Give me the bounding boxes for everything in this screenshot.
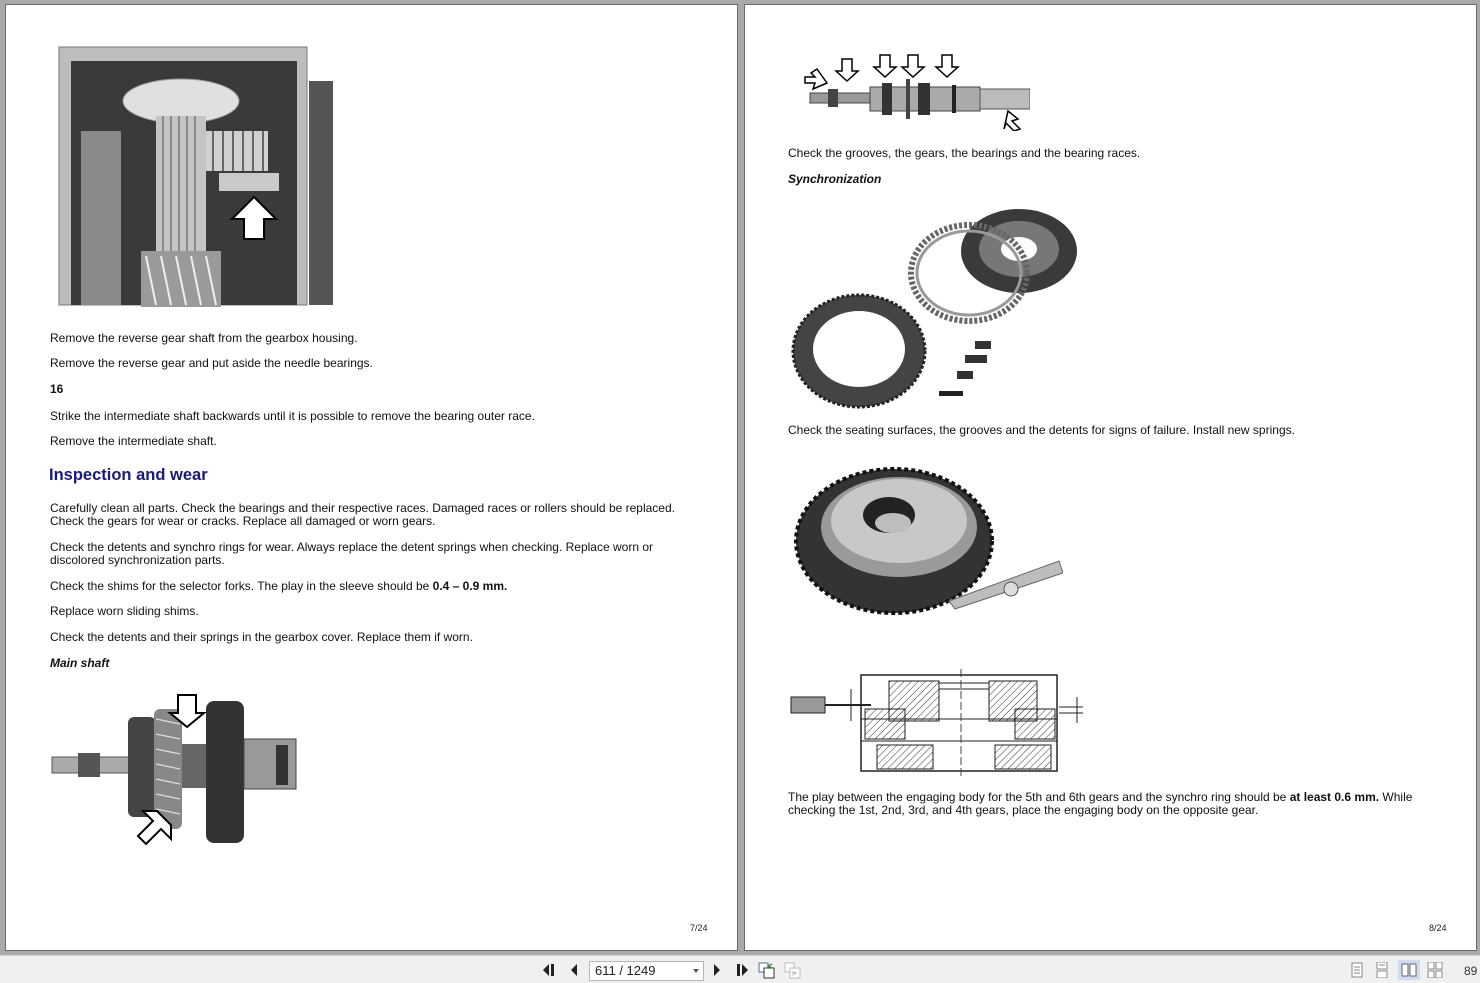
- instruction-text: Strike the intermediate shaft backwards until it is possible to remove the bearing outer race.: [50, 409, 535, 423]
- tolerance-value: 0.4 – 0.9 mm.: [432, 579, 508, 593]
- previous-page-button[interactable]: [565, 961, 583, 979]
- instruction-text: Check the detents and their springs in the gearbox cover. Replace them if worn.: [50, 630, 473, 644]
- page-8: [744, 4, 1477, 951]
- engaging-body-cross-section-diagram: [789, 669, 1085, 777]
- continuous-page-icon: [1376, 962, 1388, 978]
- section-heading: Inspection and wear: [49, 466, 208, 484]
- zoom-level[interactable]: 89: [1464, 964, 1478, 978]
- single-page-view-button[interactable]: [1346, 960, 1368, 980]
- shaft-inspection-photo: [800, 49, 1030, 131]
- previous-view-button[interactable]: [758, 961, 776, 979]
- instruction-text: Remove the reverse gear and put aside the needle bearings.: [50, 356, 373, 370]
- next-page-icon: [712, 963, 722, 977]
- main-shaft-photo: [50, 689, 298, 859]
- single-page-icon: [1351, 962, 1363, 978]
- dropdown-caret-icon: [693, 969, 699, 973]
- engaging-body-feeler-gauge-photo: [789, 451, 1063, 621]
- tolerance-value: at least 0.6 mm.: [1289, 790, 1380, 804]
- previous-view-icon: [758, 961, 776, 979]
- instruction-text: Remove the reverse gear shaft from the gearbox housing.: [50, 331, 358, 345]
- step-number: 16: [50, 382, 64, 396]
- first-page-icon: [541, 963, 557, 977]
- two-page-continuous-icon: [1427, 962, 1443, 978]
- page-7: [5, 4, 738, 951]
- two-page-continuous-view-button[interactable]: [1424, 960, 1446, 980]
- page-number: 8/24: [1429, 923, 1447, 933]
- instruction-text: [50, 580, 507, 594]
- instruction-text: Remove the intermediate shaft.: [50, 434, 217, 448]
- subsection-heading: Main shaft: [50, 656, 110, 670]
- instruction-text: Check the gears for wear or cracks. Replace all damaged or worn gears.: [50, 514, 436, 528]
- next-view-button[interactable]: [784, 961, 802, 979]
- first-page-button[interactable]: [540, 961, 558, 979]
- previous-page-icon: [569, 963, 579, 977]
- two-page-view-button[interactable]: [1398, 960, 1420, 980]
- continuous-view-button[interactable]: [1371, 960, 1393, 980]
- page-number: 7/24: [690, 923, 708, 933]
- instruction-text-prefix: The play between the engaging body for the 5th and 6th gears and the synchro ring should be: [788, 790, 1290, 804]
- page-number-select[interactable]: [589, 961, 704, 981]
- instruction-text: discolored synchronization parts.: [50, 553, 225, 567]
- instruction-text-suffix: While: [1379, 790, 1413, 804]
- next-view-icon: [784, 961, 802, 979]
- last-page-icon: [734, 963, 750, 977]
- subsection-heading: Synchronization: [788, 172, 882, 186]
- gearbox-housing-photo: [51, 41, 337, 307]
- two-page-icon: [1401, 963, 1417, 977]
- instruction-text-prefix: Check the shims for the selector forks. The play in the sleeve should be: [50, 579, 433, 593]
- instruction-text: checking the 1st, 2nd, 3rd, and 4th gears, place the engaging body on the opposite gear.: [788, 803, 1259, 817]
- instruction-text: Check the seating surfaces, the grooves and the detents for signs of failure. Install new springs.: [788, 423, 1295, 437]
- next-page-button[interactable]: [708, 961, 726, 979]
- instruction-text: Check the grooves, the gears, the bearings and the bearing races.: [788, 146, 1141, 160]
- last-page-button[interactable]: [733, 961, 751, 979]
- instruction-text: Carefully clean all parts. Check the bearings and their respective races. Damaged races or rollers should be replaced.: [50, 501, 675, 515]
- navigation-toolbar: [0, 955, 1480, 983]
- synchronization-parts-photo: [789, 203, 1089, 413]
- instruction-text: Check the detents and synchro rings for wear. Always replace the detent springs when checking. Replace worn or: [50, 540, 653, 554]
- instruction-text: Replace worn sliding shims.: [50, 604, 199, 618]
- page-indicator: 611 / 1249: [595, 963, 656, 978]
